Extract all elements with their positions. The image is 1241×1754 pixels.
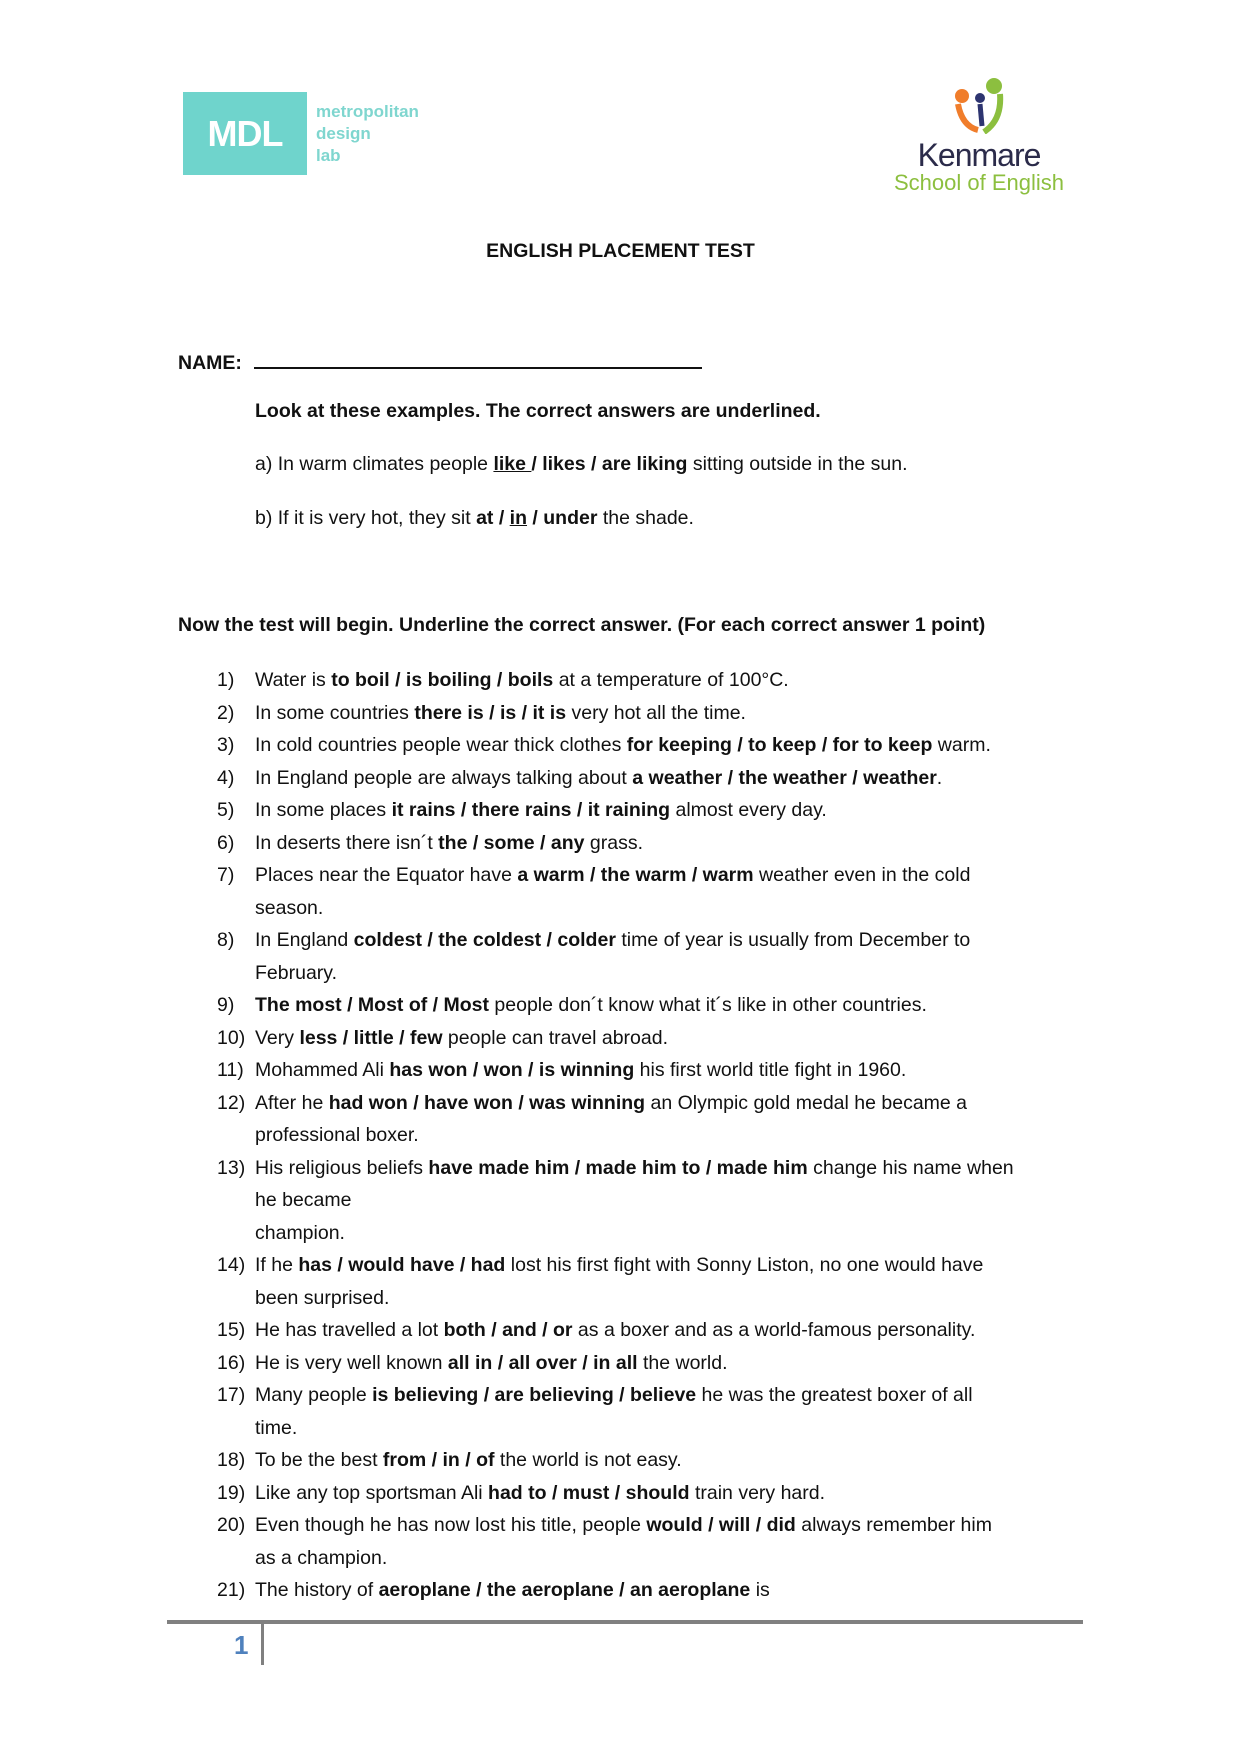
question-line xyxy=(255,1314,975,1347)
question-line xyxy=(255,1412,973,1445)
sentence-text: as a boxer and as a world-famous personality. xyxy=(572,1319,976,1341)
sentence-text: been surprised. xyxy=(255,1286,390,1309)
sentence-text: season. xyxy=(255,896,324,919)
sentence-text: the shade. xyxy=(597,507,694,529)
sentence-text: grass. xyxy=(584,831,644,854)
answer-options[interactable]: the / some / any xyxy=(438,831,585,854)
question-item xyxy=(217,1347,1097,1380)
answer-options[interactable]: is believing / are believing / believe xyxy=(372,1384,697,1406)
question-line xyxy=(255,924,970,957)
question-item xyxy=(217,1054,1097,1087)
question-line xyxy=(255,1509,992,1542)
question-line xyxy=(255,1444,682,1477)
answer-options[interactable]: there is / is / it is xyxy=(414,701,567,724)
question-text xyxy=(255,664,789,697)
question-line xyxy=(255,1477,825,1510)
question-line xyxy=(255,1217,1014,1250)
sentence-text: warm. xyxy=(932,734,991,756)
question-line xyxy=(255,1022,668,1055)
question-text xyxy=(255,697,746,730)
question-item xyxy=(217,1314,1097,1347)
sentence-text: train very hard. xyxy=(689,1481,826,1504)
sentence-text: Even though he has now lost his title, people xyxy=(255,1514,647,1536)
footer-divider xyxy=(167,1620,1083,1624)
question-item xyxy=(217,827,1097,860)
sentence-text: his first world title fight in 1960. xyxy=(634,1059,907,1081)
question-item xyxy=(217,794,1097,827)
question-item xyxy=(217,1444,1097,1477)
sentence-text: After he xyxy=(255,1091,329,1114)
name-blank-line[interactable] xyxy=(254,347,702,369)
question-text xyxy=(255,1477,825,1510)
question-line xyxy=(255,1054,906,1087)
question-number: 8) xyxy=(217,929,235,951)
question-item xyxy=(217,924,1097,989)
sentence-text: he became xyxy=(255,1189,352,1211)
sentence-text: In England people are always talking about xyxy=(255,766,633,789)
sentence-text: Water is xyxy=(255,669,332,691)
question-number: 7) xyxy=(217,864,235,886)
sentence-text: Very xyxy=(255,1026,300,1049)
question-item xyxy=(217,1509,1097,1574)
sentence-text: weather even in the cold xyxy=(753,864,971,886)
question-line xyxy=(255,859,970,892)
sentence-text: time of year is usually from December to xyxy=(615,929,971,951)
question-text xyxy=(255,1574,770,1607)
question-number: 1) xyxy=(217,669,235,691)
answer-options[interactable]: a weather / the weather / weather xyxy=(632,766,937,789)
mdl-logo-mark: MDL xyxy=(183,92,307,175)
question-line xyxy=(255,1249,983,1282)
question-number: 21) xyxy=(217,1579,246,1601)
answer-options[interactable]: / under xyxy=(527,507,598,529)
answer-options[interactable]: has / would have / had xyxy=(298,1254,506,1276)
answer-options[interactable]: both / and / or xyxy=(443,1319,573,1341)
answer-options[interactable]: from / in / of xyxy=(382,1449,495,1471)
question-line xyxy=(255,1184,1014,1217)
question-line xyxy=(255,762,942,795)
question-number: 4) xyxy=(217,766,235,789)
question-line xyxy=(255,1542,992,1575)
question-item xyxy=(217,1022,1097,1055)
sentence-text: b) If it is very hot, they sit xyxy=(255,507,477,529)
sentence-text: a) In warm climates people xyxy=(255,453,494,475)
question-number: 13) xyxy=(217,1156,246,1179)
answer-options[interactable]: a warm / the warm / warm xyxy=(517,864,754,886)
sentence-text: In cold countries people wear thick clothes xyxy=(255,734,627,756)
page-number: 1 xyxy=(234,1630,249,1660)
answer-options[interactable]: less / little / few xyxy=(299,1026,443,1049)
answer-options[interactable]: would / will / did xyxy=(646,1514,796,1536)
question-text xyxy=(255,1022,668,1055)
question-line xyxy=(255,827,643,860)
question-text xyxy=(255,762,942,795)
question-line xyxy=(255,1574,770,1607)
sentence-text: at a temperature of 100°C. xyxy=(553,669,789,691)
answer-options[interactable]: in xyxy=(509,507,528,529)
sentence-text: an Olympic gold medal he became a xyxy=(645,1091,968,1114)
sentence-text: lost his first fight with Sonny Liston, no one would have xyxy=(505,1254,984,1276)
sentence-text: February. xyxy=(255,961,337,984)
example-a xyxy=(255,453,908,476)
question-text xyxy=(255,989,927,1022)
question-text xyxy=(255,1347,728,1380)
question-line xyxy=(255,957,970,990)
sentence-text: . xyxy=(936,766,943,789)
question-item xyxy=(217,1574,1097,1607)
sentence-text: Like any top sportsman Ali xyxy=(255,1481,489,1504)
question-line xyxy=(255,989,927,1022)
question-list xyxy=(217,664,1097,1607)
answer-options[interactable]: all in / all over / in all xyxy=(447,1351,638,1374)
sentence-text: the world is not easy. xyxy=(494,1449,682,1471)
question-line xyxy=(255,794,827,827)
answer-options[interactable]: coldest / the coldest / colder xyxy=(353,929,616,951)
answer-options[interactable]: for keeping / to keep / for to keep xyxy=(626,734,933,756)
sentence-text: very hot all the time. xyxy=(566,701,746,724)
sentence-text: people can travel abroad. xyxy=(442,1026,668,1049)
answer-options[interactable]: had to / must / should xyxy=(488,1481,690,1504)
question-text xyxy=(255,859,970,924)
question-number: 2) xyxy=(217,701,235,724)
question-number: 11) xyxy=(217,1059,244,1081)
question-number: 10) xyxy=(217,1026,246,1049)
question-text xyxy=(255,1054,906,1087)
question-line xyxy=(255,1347,728,1380)
question-item xyxy=(217,1249,1097,1314)
mdl-logo xyxy=(183,92,419,175)
sentence-text: sitting outside in the sun. xyxy=(687,453,908,475)
question-text xyxy=(255,1444,682,1477)
question-text xyxy=(255,1087,967,1152)
mdl-word: design xyxy=(316,123,371,143)
question-text xyxy=(255,794,827,827)
question-item xyxy=(217,697,1097,730)
question-text xyxy=(255,729,991,762)
answer-options[interactable]: aeroplane / the aeroplane / an aeroplane xyxy=(378,1579,751,1601)
sentence-text: time. xyxy=(255,1416,298,1439)
question-number: 3) xyxy=(217,734,235,756)
answer-options[interactable]: to boil / is boiling / boils xyxy=(331,669,554,691)
question-line xyxy=(255,1379,973,1412)
sentence-text: always remember him xyxy=(795,1514,992,1536)
mdl-word: metropolitan xyxy=(316,101,419,121)
sentence-text: Mohammed Ali xyxy=(255,1059,390,1081)
answer-options[interactable]: have made him / made him to / made him xyxy=(428,1156,808,1179)
question-item xyxy=(217,1152,1097,1250)
answer-options[interactable]: / likes / are liking xyxy=(531,453,688,475)
question-text xyxy=(255,1249,983,1314)
question-line xyxy=(255,1119,967,1152)
sentence-text: Places near the Equator have xyxy=(255,864,518,886)
test-instruction: Now the test will begin. Underline the correct answer. (For each correct answer 1 point) xyxy=(178,614,986,636)
question-item xyxy=(217,859,1097,924)
question-number: 19) xyxy=(217,1481,246,1504)
name-field[interactable] xyxy=(178,347,702,375)
question-number: 9) xyxy=(217,994,235,1016)
sentence-text: In deserts there isn´t xyxy=(255,831,439,854)
sentence-text: change his name when xyxy=(807,1156,1014,1179)
question-item xyxy=(217,1379,1097,1444)
question-number: 18) xyxy=(217,1449,246,1471)
kenmare-name: Kenmare xyxy=(917,137,1041,173)
sentence-text: as a champion. xyxy=(255,1546,388,1569)
question-text xyxy=(255,1509,992,1574)
question-text xyxy=(255,1152,1014,1250)
question-line xyxy=(255,664,789,697)
answer-options[interactable]: it rains / there rains / it raining xyxy=(391,799,671,821)
question-line xyxy=(255,697,746,730)
sentence-text: the world. xyxy=(637,1351,728,1374)
answer-options[interactable]: like xyxy=(493,453,532,475)
question-text xyxy=(255,1379,973,1444)
sentence-text: In some countries xyxy=(255,701,415,724)
answer-options[interactable]: has won / won / is winning xyxy=(389,1059,635,1081)
question-number: 5) xyxy=(217,799,235,821)
sentence-text: he was the greatest boxer of all xyxy=(696,1384,973,1406)
name-label: NAME: xyxy=(178,352,242,374)
question-text xyxy=(255,1314,975,1347)
answer-options[interactable]: at / xyxy=(476,507,510,529)
question-text xyxy=(255,827,643,860)
question-item xyxy=(217,1087,1097,1152)
kenmare-tagline: School of English xyxy=(894,170,1064,195)
question-item xyxy=(217,762,1097,795)
question-item xyxy=(217,1477,1097,1510)
question-line xyxy=(255,1152,1014,1185)
question-number: 12) xyxy=(217,1091,246,1114)
question-number: 14) xyxy=(217,1254,246,1276)
sentence-text: To be the best xyxy=(255,1449,383,1471)
people-figures-icon xyxy=(944,76,1014,134)
question-text xyxy=(255,924,970,989)
answer-options[interactable]: The most / Most of / Most xyxy=(255,994,489,1016)
question-item xyxy=(217,989,1097,1022)
sentence-text: almost every day. xyxy=(670,799,827,821)
question-number: 15) xyxy=(217,1319,246,1341)
sentence-text: is xyxy=(750,1579,770,1601)
sentence-text: people don´t know what it´s like in other countries. xyxy=(489,994,927,1016)
answer-options[interactable]: had won / have won / was winning xyxy=(328,1091,646,1114)
question-item xyxy=(217,664,1097,697)
question-item xyxy=(217,729,1097,762)
sentence-text: champion. xyxy=(255,1221,345,1244)
sentence-text: If he xyxy=(255,1254,299,1276)
question-number: 16) xyxy=(217,1351,246,1374)
sentence-text: In England xyxy=(255,929,354,951)
question-line xyxy=(255,1282,983,1315)
example-b xyxy=(255,507,694,530)
sentence-text: The history of xyxy=(255,1579,379,1601)
mdl-logo-words xyxy=(316,101,419,167)
question-number: 6) xyxy=(217,831,235,854)
question-number: 20) xyxy=(217,1514,246,1536)
sentence-text: Many people xyxy=(255,1384,373,1406)
question-line xyxy=(255,892,970,925)
sentence-text: In some places xyxy=(255,799,392,821)
mdl-word: lab xyxy=(316,145,341,165)
sentence-text: professional boxer. xyxy=(255,1124,419,1146)
sentence-text: He is very well known xyxy=(255,1351,448,1374)
question-line xyxy=(255,1087,967,1120)
examples-instruction: Look at these examples. The correct answers are underlined. xyxy=(255,400,821,422)
page-title: ENGLISH PLACEMENT TEST xyxy=(486,240,755,262)
page-number-divider xyxy=(261,1622,264,1665)
kenmare-logo xyxy=(894,76,1064,196)
sentence-text: His religious beliefs xyxy=(255,1156,429,1179)
sentence-text: He has travelled a lot xyxy=(255,1319,444,1341)
question-line xyxy=(255,729,991,762)
question-number: 17) xyxy=(217,1384,246,1406)
